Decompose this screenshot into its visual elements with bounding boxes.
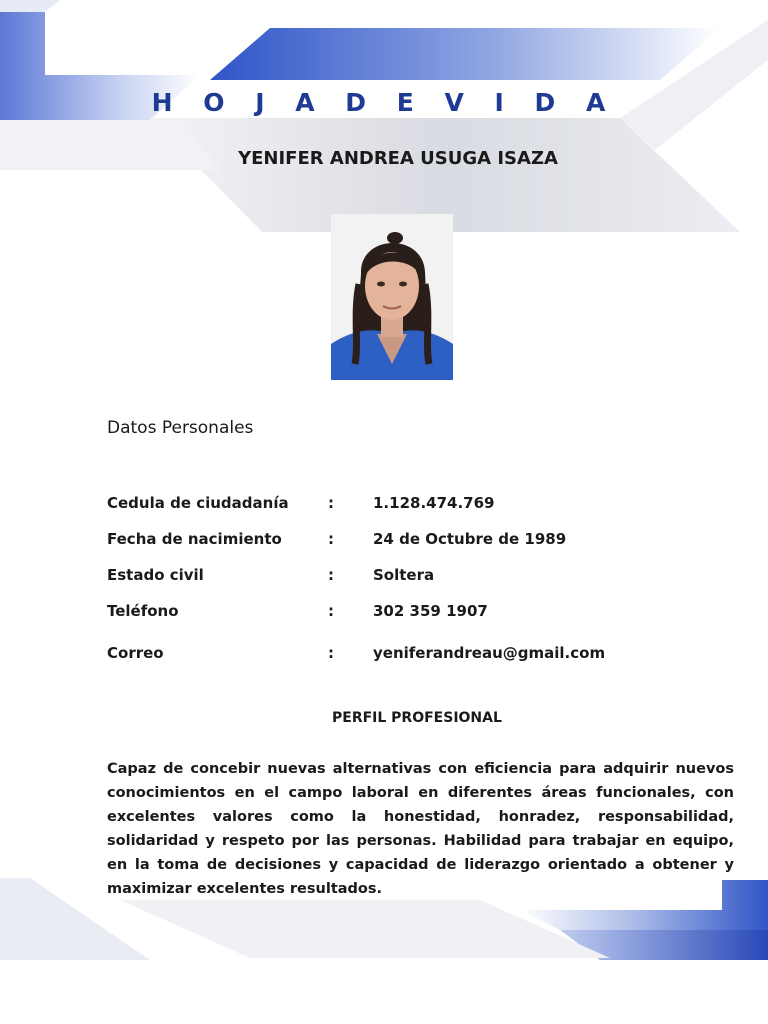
field-label-telefono: Teléfono	[107, 602, 179, 620]
field-colon: :	[328, 566, 334, 584]
field-label-cedula: Cedula de ciudadanía	[107, 494, 289, 512]
field-value-telefono: 302 359 1907	[373, 602, 488, 620]
field-colon: :	[328, 602, 334, 620]
field-label-correo: Correo	[107, 644, 164, 662]
profile-photo	[331, 214, 453, 380]
document-title: H O J A D E V I D A	[151, 88, 617, 117]
field-colon: :	[328, 530, 334, 548]
perfil-profesional-text: Capaz de concebir nuevas alternativas con eficiencia para adquirir nuevos conocimientos en el campo laboral en diferentes áreas funcionales, con excelentes valores como la honestidad, honradez, responsabilidad, solidaridad y respeto por las personas. Habilidad para trabajar en equipo, en la toma de decisiones y capacidad de liderazgo orientado a obtener y maximizar excelentes resultados.	[107, 761, 734, 897]
field-label-estado-civil: Estado civil	[107, 566, 204, 584]
field-value-correo[interactable]: yeniferandreau@gmail.com	[373, 644, 606, 662]
field-value-estado-civil: Soltera	[373, 566, 435, 584]
field-colon: :	[328, 644, 334, 662]
section-heading-perfil-profesional: PERFIL PROFESIONAL	[332, 710, 502, 726]
section-heading-datos-personales: Datos Personales	[107, 418, 254, 438]
person-name: YENIFER ANDREA USUGA ISAZA	[238, 148, 558, 169]
field-colon: :	[328, 494, 334, 512]
field-label-fecha-nacimiento: Fecha de nacimiento	[107, 530, 282, 548]
field-value-cedula: 1.128.474.769	[373, 494, 495, 512]
field-value-fecha-nacimiento: 24 de Octubre de 1989	[373, 530, 567, 548]
